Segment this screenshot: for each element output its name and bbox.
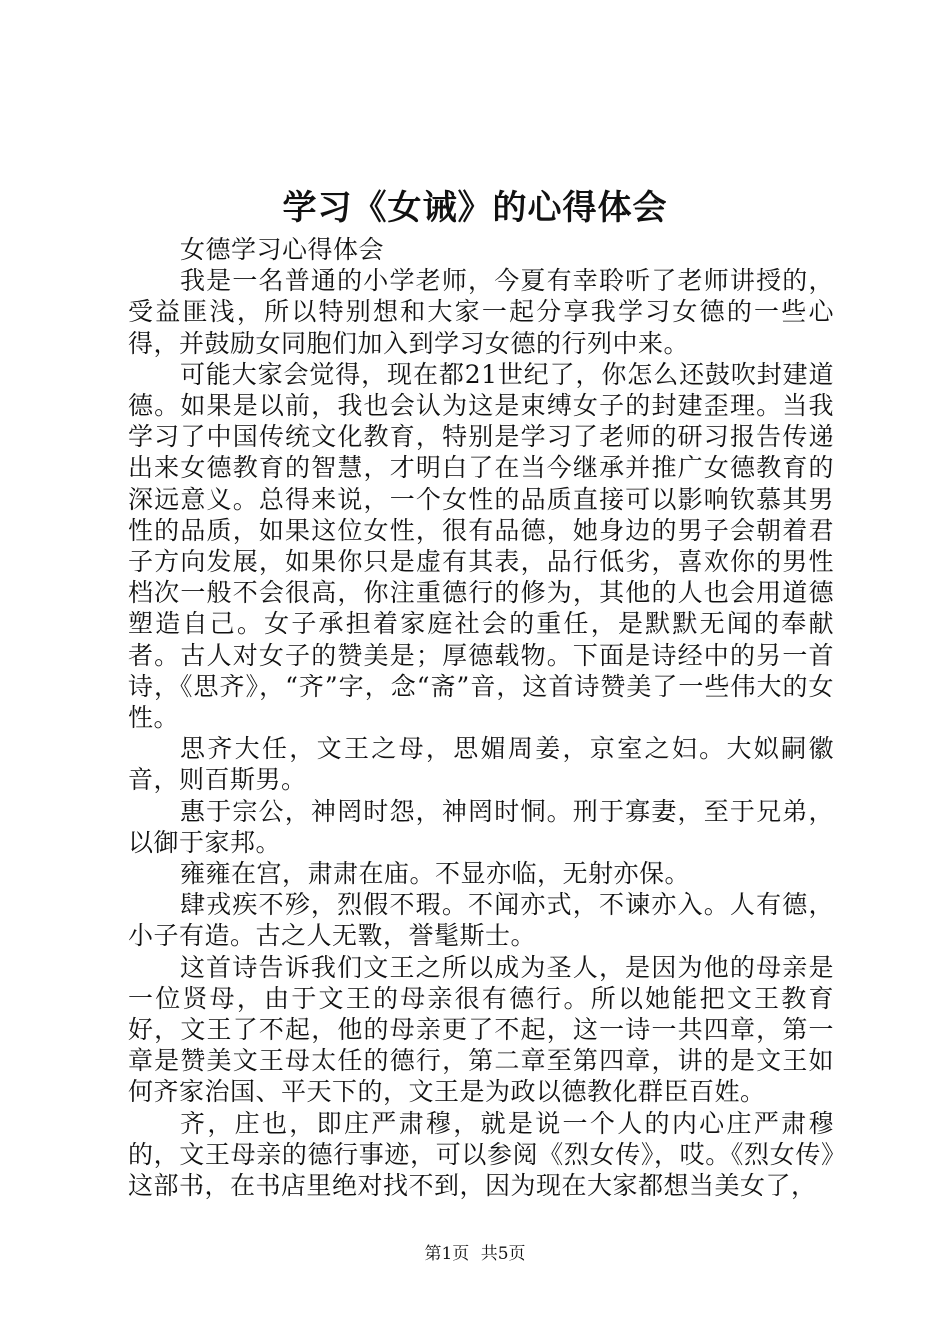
paragraph: 惠于宗公，神罔时怨，神罔时恫。刑于寡妻，至于兄弟，以御于家邦。 — [128, 796, 834, 857]
document-title: 学习《女诫》的心得体会 — [282, 188, 668, 228]
page-footer — [0, 1240, 950, 1268]
paragraph: 齐，庄也，即庄严肃穆，就是说一个人的内心庄严肃穆的，文王母亲的德行事迹，可以参阅《烈女传》，哎。《烈女传》这部书，在书店里绝对找不到，因为现在大家都想当美女了， — [128, 1108, 834, 1201]
paragraph: 肆戎疾不殄，烈假不瑕。不闻亦式，不谏亦入。人有德，小子有造。古之人无斁，誉髦斯士。 — [128, 890, 834, 951]
paragraph: 这首诗告诉我们文王之所以成为圣人，是因为他的母亲是一位贤母，由于文王的母亲很有德行。所以她能把文王教育好，文王了不起，他的母亲更了不起，这一诗一共四章，第一章是赞美文王母太任的德行，第二章至第四章，讲的是文王如何齐家治国、平天下的，文王是为政以德教化群臣百姓。 — [128, 952, 834, 1107]
paragraph: 思齐大任，文王之母，思媚周姜，京室之妇。大姒嗣徽音，则百斯男。 — [128, 734, 834, 795]
page-number: 第1页 — [424, 1244, 470, 1264]
paragraph: 我是一名普通的小学老师，今夏有幸聆听了老师讲授的，受益匪浅，所以特别想和大家一起分享我学习女德的一些心得，并鼓励女同胞们加入到学习女德的行列中来。 — [128, 266, 834, 358]
paragraph: 可能大家会觉得，现在都21世纪了，你怎么还鼓吹封建道德。如果是以前，我也会认为这是束缚女子的封建歪理。当我学习了中国传统文化教育，特别是学习了老师的研习报告传递出来女德教育的智慧，才明白了在当今继承并推广女德教育的深远意义。总得来说，一个女性的品质直接可以影响钦慕其男性的品质，如果这位女性，很有品德，她身边的男子会朝着君子方向发展，如果你只是虚有其表，品行低劣，喜欢你的男性档次一般不会很高，你注重德行的修为，其他的人也会用道德塑造自己。女子承担着家庭社会的重任，是默默无闻的奉献者。古人对女子的赞美是；厚德载物。下面是诗经中的另一首诗，《思齐》，“齐”字，念“斋”音，这首诗赞美了一些伟大的女性。 — [128, 359, 834, 733]
page-total: 共5页 — [480, 1244, 526, 1264]
document-body — [128, 234, 834, 1201]
paragraph: 女德学习心得体会 — [180, 235, 385, 264]
paragraph: 雍雍在宫，肃肃在庙。不显亦临，无射亦保。 — [180, 859, 691, 889]
